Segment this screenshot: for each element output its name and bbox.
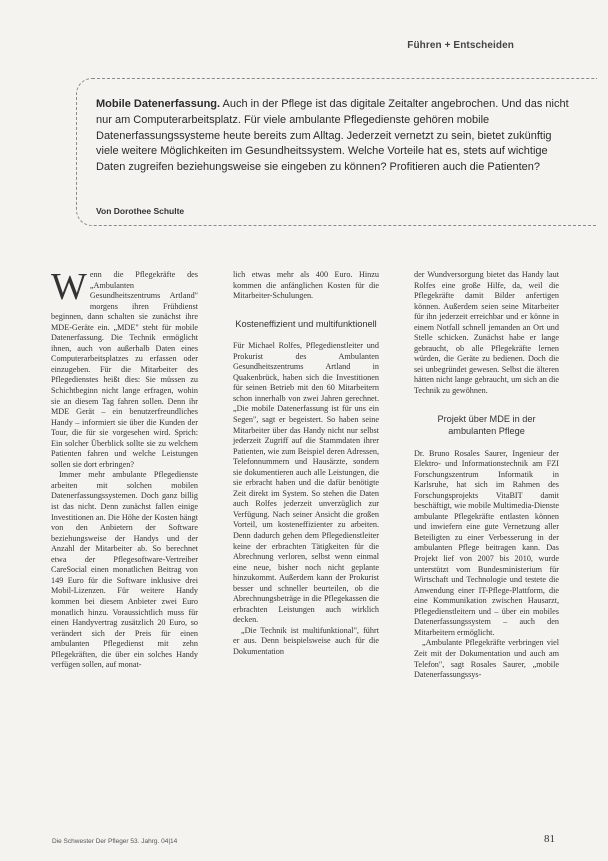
author-byline: Von Dorothee Schulte: [96, 206, 185, 216]
article-column-1: [51, 266, 198, 671]
section-label: Führen + Entscheiden: [407, 40, 514, 51]
subheading: Projekt über MDE in der ambulanten Pflege: [437, 413, 536, 437]
article-paragraph: Dr. Bruno Rosales Saurer, Ingenieur der Elektro- und Informationstechnik am FZI Forschungszentrum Informatik in Karlsruhe, hat sich im Rahmen des Forschungsprojekts VitaBIT damit beschäftigt, wie mobile Multimedia-Dienste ambulante Pflegekräfte entlasten können und inwiefern eine gute Vernetzung aller Beteiligten zu einer Verbesserung in der ambulanten Pflege beitragen kann. Das Projekt lief von 2007 bis 2010, wurde unterstützt vom Bundesministerium für Wirtschaft und Technologie und testete die Anwendung einer IT-Pflege-Plattform, die eine Kommunikation zwischen Hausarzt, Pflegedienstleitern und – über ein mobiles Datenerfassungssystem – auch den Mitarbeitern ermöglicht.: [414, 448, 559, 637]
article-paragraph: „Die Technik ist multifunktional", führt er aus. Denn beispielsweise auch für die Dokumentation: [233, 625, 379, 656]
article-paragraph: Für Michael Rolfes, Pflegedienstleiter und Prokurist des Ambulanten Gesundheitszentrums Artland in Quakenbrück, haben sich die Investitionen für seinen Betrieb mit den 60 Mitarbeitern schon innerhalb von zwei Jahren gerechnet. „Die mobile Datenerfassung ist für uns ein Segen", sagt er begeistert. So haben seine Mitarbeiter über das Handy nicht nur selbst jederzeit Zugriff auf die Stammdaten ihrer Patienten, wie zum Beispiel deren Adressen, Telefonnummern und Hausärzte, sondern sie dokumentieren auch alle Leistungen, die sie erbracht haben und die dafür benötigte Zeit direkt im System. So stehen die Daten auch Rolfes jederzeit unverzüglich zur Verfügung. Nach seiner Ansicht die großen Vorteil, um kosteneffizienter zu arbeiten. Denn dadurch gehen dem Pflegedienstleiter keine der erbrachten Tätigkeiten für die Abrechnung verloren, selbst wenn einmal eine neue, bisher noch nicht geplante hinzukommt. Außerdem kann der Prokurist besser und schneller beurteilen, ob die Abrechnungsbeträge in die Pflegekassen die erbrachten Leistungen auch wirklich decken.: [233, 341, 379, 625]
subheading: Kosteneffizient und multifunktionell: [235, 318, 377, 329]
article-paragraph: der Wundversorgung bietet das Handy laut Rolfes eine große Hilfe, da, weil die Pflegekräfte damit Bilder anfertigen können. Außerdem seien seine Mitarbeiter für ihn jederzeit erreichbar und er könne in einem Notfall schnell jemanden an Ort und Stelle schicken. Zunächst habe er lange gebraucht, ob alle Pflegekräfte lernen würden, die Geräte zu bedienen. Doch die sei unbegründet gewesen. Selbst die älteren hätten nicht lange gebraucht, um sich an die Technik zu gewöhnen.: [414, 270, 559, 396]
teaser-text: Auch in der Pflege ist das digitale Zeitalter angebrochen. Und das nicht nur am Computerarbeitsplatz. Für viele ambulante Pflegedienste gehören mobile Datenerfassungssysteme heute bereits zum Alltag. Jederzeit vernetzt zu sein, bietet zukünftig viele weitere Möglichkeiten im Gesundheitssystem. Welche Vorteile hat es, stets auf wichtige Daten zugreifen beziehungsweise sie eingeben zu können? Profitieren auch die Patienten?: [96, 98, 569, 174]
article-column-3: [414, 270, 559, 681]
teaser-paragraph: [96, 97, 576, 176]
article-column-2: [233, 270, 379, 658]
page-number: 81: [544, 833, 555, 845]
paragraph-text: enn die Pflegekräfte des „Ambulanten Gesundheitszentrums Artland" morgens ihren Frühdienst beginnen, dann schalten sie zunächst ihre MDE-Geräte ein. „MDE" steht für mobile Datenerfassung. Die Technik ermöglicht ihnen, auch von außerhalb Daten eines Computerarbeitsplatzes zu erfassen oder einzugeben. Für die Mitarbeiter des Pflegedienstes heißt dies: Sie müssen zu Schichtbeginn nicht lange erfragen, wohin sie an diesem Tag fahren sollen. Denn ihr MDE Gerät – ein benutzerfreundliches Handy – informiert sie über die Kunden der Tour, die für sie vorgesehen wird. Sprich: Ein solcher Überblick sollte sie zu welchem Patienten fahren und welche Leistungen sollen sie dort erbringen?: [51, 270, 198, 469]
teaser-lead: Mobile Datenerfassung.: [96, 98, 221, 110]
drop-cap: W: [51, 266, 87, 308]
article-paragraph: [51, 266, 198, 470]
publication-footer: Die Schwester Der Pfleger 53. Jahrg. 04|14: [52, 838, 178, 845]
article-paragraph: Immer mehr ambulante Pflegedienste arbeiten mit solchen mobilen Datenerfassungssystemen. Doch ganz billig ist das nicht. Denn zunächst fallen einige Investitionen an. Die Höhe der Kosten hängt von den Anbietern der Software beziehungsweise der Handys und der Anzahl der Mitarbeiter ab. So berechnet etwa der Pflegesoftware-Vertreiber CareSocial einen monatlichen Beitrag von 149 Euro für die Software inklusive drei Mobil-Lizenzen. Für weitere Handy kommen bei diesem Anbieter zwei Euro monatlich hinzu. Voraussichtlich muss für einen Handyvertrag zusätzlich 20 Euro, so verändert sich der Preis für einen ambulanten Pflegedienst mit zehn Pflegekräften, die über ein solches Handy verfügen sollen, auf monat-: [51, 470, 198, 670]
article-paragraph: „Ambulante Pflegekräfte verbringen viel Zeit mit der Dokumentation und auch am Telefon", sagt Rosales Saurer, „mobile Datenerfassungssys-: [414, 638, 559, 680]
article-paragraph: lich etwas mehr als 400 Euro. Hinzu kommen die anfänglichen Kosten für die Mitarbeiter-Schulungen.: [233, 270, 379, 301]
